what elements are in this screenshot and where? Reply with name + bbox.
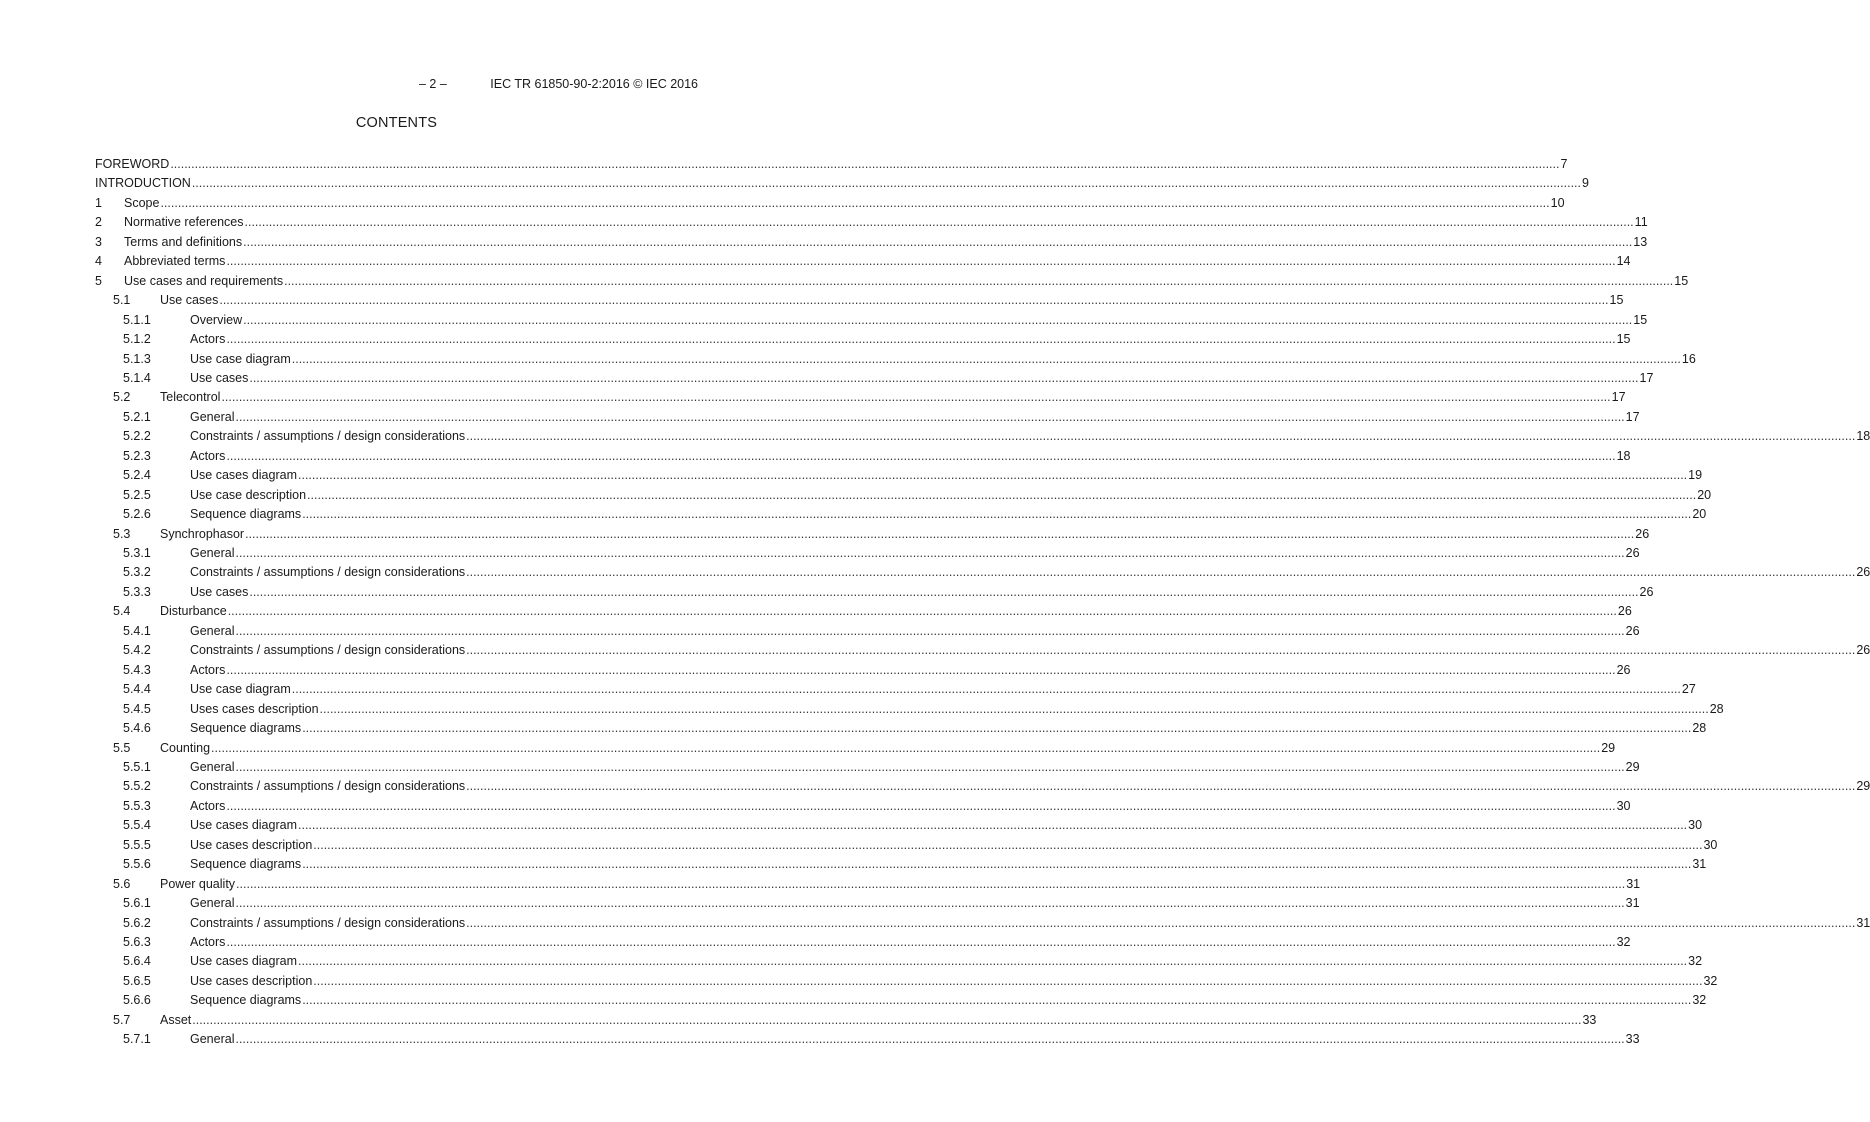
page-header (0, 77, 698, 91)
toc-entry-page: 26 (1856, 565, 1870, 580)
toc-entry-number: 3 (95, 234, 102, 249)
toc-dot-leader: ................................................................................................................................................................................................................................................................................................................................................................................................................ (235, 1032, 1625, 1047)
toc-entry-number: 5.4 (113, 604, 131, 619)
toc-entry-page: 15 (1674, 273, 1689, 288)
toc-dot-leader: ................................................................................................................................................................................................................................................................................................................................................................................................................ (319, 701, 1709, 716)
toc-entry-label: Constraints / assumptions / design considerations (190, 429, 466, 444)
toc-entry[interactable] (95, 837, 1718, 857)
toc-entry[interactable] (95, 721, 1707, 740)
toc-entry-number: 5.4.2 (123, 643, 151, 658)
toc-entry-label: General (190, 896, 235, 911)
toc-entry-page: 31 (1692, 857, 1707, 872)
toc-entry-page: 18 (1616, 448, 1631, 463)
toc-entry-page: 26 (1856, 643, 1870, 658)
toc-dot-leader: ................................................................................................................................................................................................................................................................................................................................................................................................................ (313, 973, 1703, 988)
toc-entry[interactable] (95, 682, 1696, 701)
toc-dot-leader: ................................................................................................................................................................................................................................................................................................................................................................................................................ (235, 896, 1625, 911)
toc-entry[interactable] (95, 1032, 1640, 1051)
toc-entry[interactable] (95, 312, 1648, 332)
toc-entry-page: 7 (1560, 157, 1568, 171)
toc-dot-leader: ................................................................................................................................................................................................................................................................................................................................................................................................................ (226, 662, 1616, 677)
toc-entry-page: 28 (1692, 721, 1707, 736)
toc-entry[interactable] (95, 409, 1640, 429)
toc-entry[interactable] (95, 351, 1696, 371)
toc-entry[interactable] (95, 993, 1707, 1012)
toc-entry[interactable] (95, 176, 1589, 195)
toc-entry-page: 30 (1616, 798, 1631, 813)
toc-entry-number: 5.3 (113, 526, 131, 541)
toc-dot-leader: ................................................................................................................................................................................................................................................................................................................................................................................................................ (291, 351, 1681, 366)
toc-entry[interactable] (95, 507, 1707, 526)
toc-entry[interactable] (95, 701, 1724, 721)
toc-entry-label: General (190, 623, 235, 638)
toc-entry-page: 18 (1856, 429, 1870, 444)
toc-entry-number: 5.4.3 (123, 662, 151, 677)
toc-entry-label: Scope (124, 195, 160, 210)
toc-entry-number: 5.6 (113, 876, 131, 891)
toc-entry-label: General (190, 546, 235, 560)
toc-entry-page: 29 (1601, 740, 1616, 755)
toc-dot-leader: ................................................................................................................................................................................................................................................................................................................................................................................................................ (249, 584, 1639, 599)
toc-entry-page: 16 (1681, 351, 1696, 366)
toc-dot-leader: ................................................................................................................................................................................................................................................................................................................................................................................................................ (160, 195, 1550, 210)
toc-entry-number: 5.3.2 (123, 565, 151, 580)
toc-entry-page: 30 (1688, 818, 1703, 833)
toc-entry-page: 31 (1856, 915, 1870, 930)
toc-entry-label: Telecontrol (160, 390, 221, 405)
toc-dot-leader: ................................................................................................................................................................................................................................................................................................................................................................................................................ (298, 818, 1688, 833)
toc-dot-leader: ................................................................................................................................................................................................................................................................................................................................................................................................................ (466, 643, 1856, 658)
toc-dot-leader: ................................................................................................................................................................................................................................................................................................................................................................................................................ (227, 604, 1617, 619)
toc-entry-number: 5.7 (113, 1012, 131, 1027)
toc-entry-label: Normative references (124, 215, 244, 230)
toc-entry-label: Sequence diagrams (190, 507, 302, 522)
toc-entry[interactable] (95, 643, 1870, 662)
toc-entry-number: 5.4.5 (123, 701, 151, 716)
toc-dot-leader: ................................................................................................................................................................................................................................................................................................................................................................................................................ (235, 409, 1625, 424)
toc-entry[interactable] (95, 468, 1703, 487)
toc-entry[interactable] (95, 1012, 1597, 1032)
toc-entry-number: 5.2.2 (123, 429, 151, 444)
toc-entry[interactable] (95, 584, 1654, 604)
toc-dot-leader: ................................................................................................................................................................................................................................................................................................................................................................................................................ (466, 429, 1856, 444)
toc-entry-number: 5.6.5 (123, 973, 151, 988)
toc-dot-leader: ................................................................................................................................................................................................................................................................................................................................................................................................................ (302, 507, 1692, 522)
toc-entry-label: Actors (190, 332, 226, 347)
toc-entry[interactable] (95, 273, 1689, 293)
toc-entry-page: 31 (1625, 896, 1640, 911)
toc-entry[interactable] (95, 779, 1870, 798)
toc-entry-number: 5.4.1 (123, 623, 151, 638)
toc-entry[interactable] (95, 896, 1640, 915)
toc-entry[interactable] (95, 546, 1640, 565)
toc-entry[interactable] (95, 623, 1640, 643)
toc-dot-leader: ................................................................................................................................................................................................................................................................................................................................................................................................................ (243, 234, 1633, 249)
toc-entry[interactable] (95, 448, 1631, 468)
toc-entry-number: 5.4.4 (123, 682, 151, 697)
toc-dot-leader: ................................................................................................................................................................................................................................................................................................................................................................................................................ (236, 876, 1626, 891)
toc-entry-page: 32 (1688, 954, 1703, 969)
toc-entry[interactable] (95, 857, 1707, 876)
toc-entry-number: 5.3.3 (123, 584, 151, 599)
toc-entry-page: 26 (1625, 546, 1640, 560)
toc-entry-number: 5.6.4 (123, 954, 151, 969)
toc-entry-number: 5.2.3 (123, 448, 151, 463)
toc-entry-label: Use cases (190, 584, 249, 599)
toc-entry[interactable] (95, 935, 1631, 954)
toc-entry-label: Use cases diagram (190, 954, 297, 969)
toc-entry-page: 27 (1681, 682, 1696, 697)
toc-entry-label: Use cases diagram (190, 468, 297, 483)
toc-entry-label: Use cases and requirements (124, 273, 284, 288)
toc-entry-number: 5 (95, 273, 102, 288)
toc-entry[interactable] (95, 740, 1616, 760)
toc-entry[interactable] (95, 565, 1870, 584)
toc-entry-page: 15 (1609, 293, 1624, 308)
toc-entry-number: 5.5.5 (123, 837, 151, 852)
toc-entry-page: 20 (1692, 507, 1707, 522)
toc-entry-label: Constraints / assumptions / design considerations (190, 643, 466, 658)
toc-entry[interactable] (95, 429, 1870, 448)
toc-entry-page: 9 (1582, 176, 1589, 191)
toc-entry-page: 15 (1633, 312, 1648, 327)
toc-entry-page: 26 (1625, 623, 1640, 638)
toc-entry[interactable] (95, 157, 1568, 176)
toc-entry[interactable] (95, 915, 1870, 935)
toc-entry-page: 29 (1856, 779, 1870, 794)
toc-entry[interactable] (95, 293, 1624, 312)
toc-entry-label: Terms and definitions (124, 234, 243, 249)
toc-entry-number: 5.1.2 (123, 332, 151, 347)
toc-entry-label: Actors (190, 448, 226, 463)
toc-dot-leader: ................................................................................................................................................................................................................................................................................................................................................................................................................ (211, 740, 1601, 755)
toc-entry-number: 5.6.3 (123, 935, 151, 949)
toc-dot-leader: ................................................................................................................................................................................................................................................................................................................................................................................................................ (192, 1012, 1582, 1027)
toc-entry-number: 1 (95, 195, 102, 210)
toc-entry-page: 30 (1703, 837, 1718, 852)
toc-entry[interactable] (95, 390, 1626, 409)
toc-entry-number: 5.2.6 (123, 507, 151, 522)
toc-entry-number: 5.5.4 (123, 818, 151, 833)
toc-entry-page: 33 (1625, 1032, 1640, 1047)
toc-entry-label: Constraints / assumptions / design considerations (190, 915, 466, 930)
toc-entry-label: Asset (160, 1012, 192, 1027)
toc-entry-label: INTRODUCTION (95, 176, 191, 191)
toc-dot-leader: ................................................................................................................................................................................................................................................................................................................................................................................................................ (307, 487, 1697, 502)
toc-entry[interactable] (95, 526, 1650, 546)
toc-entry-label: Sequence diagrams (190, 721, 302, 736)
toc-entry-label: General (190, 1032, 235, 1047)
toc-entry-number: 5.7.1 (123, 1032, 151, 1047)
toc-dot-leader: ................................................................................................................................................................................................................................................................................................................................................................................................................ (466, 779, 1856, 794)
toc-dot-leader: ................................................................................................................................................................................................................................................................................................................................................................................................................ (235, 759, 1625, 774)
toc-entry-number: 5.3.1 (123, 546, 151, 560)
toc-dot-leader: ................................................................................................................................................................................................................................................................................................................................................................................................................ (249, 370, 1639, 385)
toc-dot-leader: ................................................................................................................................................................................................................................................................................................................................................................................................................ (243, 312, 1633, 327)
toc-dot-leader: ................................................................................................................................................................................................................................................................................................................................................................................................................ (302, 721, 1692, 736)
toc-entry[interactable] (95, 370, 1654, 390)
toc-entry-number: 5.6.1 (123, 896, 151, 911)
toc-dot-leader: ................................................................................................................................................................................................................................................................................................................................................................................................................ (244, 215, 1634, 230)
toc-dot-leader: ................................................................................................................................................................................................................................................................................................................................................................................................................ (219, 293, 1609, 308)
page-number: – 2 – (418, 77, 447, 91)
toc-entry-number: 5.2.5 (123, 487, 151, 502)
toc-dot-leader: ................................................................................................................................................................................................................................................................................................................................................................................................................ (291, 682, 1681, 697)
toc-entry-number: 5.6.2 (123, 915, 151, 930)
toc-entry-label: Use cases (160, 293, 219, 308)
toc-entry-page: 26 (1635, 526, 1650, 541)
toc-entry[interactable] (95, 759, 1640, 779)
toc-entry[interactable] (95, 332, 1631, 351)
toc-dot-leader: ................................................................................................................................................................................................................................................................................................................................................................................................................ (245, 526, 1635, 541)
toc-entry[interactable] (95, 604, 1632, 623)
toc-dot-leader: ................................................................................................................................................................................................................................................................................................................................................................................................................ (235, 623, 1625, 638)
toc-entry-page: 29 (1625, 759, 1640, 774)
toc-entry-label: Use cases diagram (190, 818, 297, 833)
toc-entry[interactable] (95, 973, 1718, 993)
toc-entry-label: Actors (190, 662, 226, 677)
toc-entry-page: 10 (1550, 195, 1565, 210)
toc-entry-number: 5.5.3 (123, 798, 151, 813)
toc-entry-page: 26 (1616, 662, 1631, 677)
toc-dot-leader: ................................................................................................................................................................................................................................................................................................................................................................................................................ (313, 837, 1703, 852)
page-title: CONTENTS (355, 115, 438, 131)
toc-entry-page: 32 (1692, 993, 1707, 1008)
toc-entry-number: 5.5.6 (123, 857, 151, 872)
toc-dot-leader: ................................................................................................................................................................................................................................................................................................................................................................................................................ (298, 468, 1688, 483)
toc-entry-page: 26 (1617, 604, 1632, 619)
toc-entry-label: Use cases (190, 370, 249, 385)
toc-dot-leader: ................................................................................................................................................................................................................................................................................................................................................................................................................ (298, 954, 1688, 969)
toc-entry-number: 5.5 (113, 740, 131, 755)
toc-entry-page: 15 (1616, 332, 1631, 347)
toc-entry[interactable] (95, 662, 1631, 682)
toc-entry-label: Sequence diagrams (190, 993, 302, 1008)
toc-entry-label: Use case diagram (190, 351, 291, 366)
toc-dot-leader: ................................................................................................................................................................................................................................................................................................................................................................................................................ (466, 565, 1856, 580)
toc-entry-page: 28 (1709, 701, 1724, 716)
toc-entry-number: 5.5.2 (123, 779, 151, 794)
toc-entry-page: 13 (1633, 234, 1648, 249)
toc-entry-page: 32 (1616, 935, 1631, 949)
document-reference: IEC TR 61850-90-2:2016 © IEC 2016 (490, 77, 698, 91)
toc-entry-page: 14 (1616, 254, 1631, 269)
toc-entry-label: Use case diagram (190, 682, 291, 697)
toc-entry-number: 2 (95, 215, 102, 230)
toc-dot-leader: ................................................................................................................................................................................................................................................................................................................................................................................................................ (226, 448, 1616, 463)
toc-entry-label: Actors (190, 935, 226, 949)
toc-dot-leader: ................................................................................................................................................................................................................................................................................................................................................................................................................ (226, 332, 1616, 347)
toc-entry-label: FOREWORD (95, 157, 170, 171)
toc-entry-page: 31 (1626, 876, 1641, 891)
toc-dot-leader: ................................................................................................................................................................................................................................................................................................................................................................................................................ (302, 993, 1692, 1008)
toc-entry[interactable] (95, 954, 1703, 973)
toc-entry-page: 32 (1703, 973, 1718, 988)
toc-entry-number: 5.1.3 (123, 351, 151, 366)
toc-dot-leader: ................................................................................................................................................................................................................................................................................................................................................................................................................ (191, 176, 1581, 191)
toc-entry-label: Use cases description (190, 837, 313, 852)
toc-entry-page: 11 (1634, 215, 1648, 230)
toc-dot-leader: ................................................................................................................................................................................................................................................................................................................................................................................................................ (226, 798, 1616, 813)
toc-entry-label: Use case description (190, 487, 307, 502)
toc-entry-number: 5.1.1 (123, 312, 151, 327)
toc-entry-page: 20 (1697, 487, 1712, 502)
toc-entry-label: Uses cases description (190, 701, 319, 716)
toc-entry-label: General (190, 409, 235, 424)
toc-entry-label: Constraints / assumptions / design considerations (190, 565, 466, 580)
toc-dot-leader: ................................................................................................................................................................................................................................................................................................................................................................................................................ (226, 254, 1616, 269)
toc-entry-label: Abbreviated terms (124, 254, 226, 269)
toc-entry-number: 5.1 (113, 293, 131, 308)
toc-dot-leader: ................................................................................................................................................................................................................................................................................................................................................................................................................ (170, 157, 1560, 171)
toc-entry-label: General (190, 759, 235, 774)
toc-entry-label: Actors (190, 798, 226, 813)
toc-entry[interactable] (95, 798, 1631, 818)
toc-entry-label: Power quality (160, 876, 236, 891)
toc-entry[interactable] (95, 876, 1641, 896)
toc-entry[interactable] (95, 487, 1712, 507)
toc-entry-page: 33 (1582, 1012, 1597, 1027)
toc-entry-number: 5.2.1 (123, 409, 151, 424)
toc-dot-leader: ................................................................................................................................................................................................................................................................................................................................................................................................................ (284, 273, 1674, 288)
toc-entry[interactable] (95, 254, 1631, 273)
toc-entry-page: 19 (1688, 468, 1703, 483)
toc-entry-number: 5.2 (113, 390, 131, 405)
toc-entry-label: Synchrophasor (160, 526, 245, 541)
toc-dot-leader: ................................................................................................................................................................................................................................................................................................................................................................................................................ (226, 935, 1616, 949)
toc-entry-number: 5.2.4 (123, 468, 151, 483)
toc-entry-number: 5.6.6 (123, 993, 151, 1008)
toc-entry-label: Counting (160, 740, 211, 755)
toc-entry-number: 5.4.6 (123, 721, 151, 736)
toc-entry-label: Disturbance (160, 604, 227, 619)
toc-entry-number: 5.5.1 (123, 759, 151, 774)
toc-entry-page: 17 (1639, 370, 1654, 385)
toc-dot-leader: ................................................................................................................................................................................................................................................................................................................................................................................................................ (302, 857, 1692, 872)
toc-entry-page: 17 (1625, 409, 1640, 424)
toc-entry[interactable] (95, 195, 1565, 215)
toc-entry[interactable] (95, 234, 1648, 254)
toc-dot-leader: ................................................................................................................................................................................................................................................................................................................................................................................................................ (235, 546, 1625, 560)
toc-entry-page: 17 (1611, 390, 1626, 405)
toc-entry[interactable] (95, 818, 1703, 837)
toc-entry-label: Sequence diagrams (190, 857, 302, 872)
toc-entry-label: Use cases description (190, 973, 313, 988)
toc-entry-number: 4 (95, 254, 102, 269)
toc-entry-label: Overview (190, 312, 243, 327)
toc-entry[interactable] (95, 215, 1648, 234)
toc-entry-number: 5.1.4 (123, 370, 151, 385)
toc-dot-leader: ................................................................................................................................................................................................................................................................................................................................................................................................................ (221, 390, 1611, 405)
toc-entry-label: Constraints / assumptions / design considerations (190, 779, 466, 794)
toc-dot-leader: ................................................................................................................................................................................................................................................................................................................................................................................................................ (466, 915, 1856, 930)
toc-entry-page: 26 (1639, 584, 1654, 599)
